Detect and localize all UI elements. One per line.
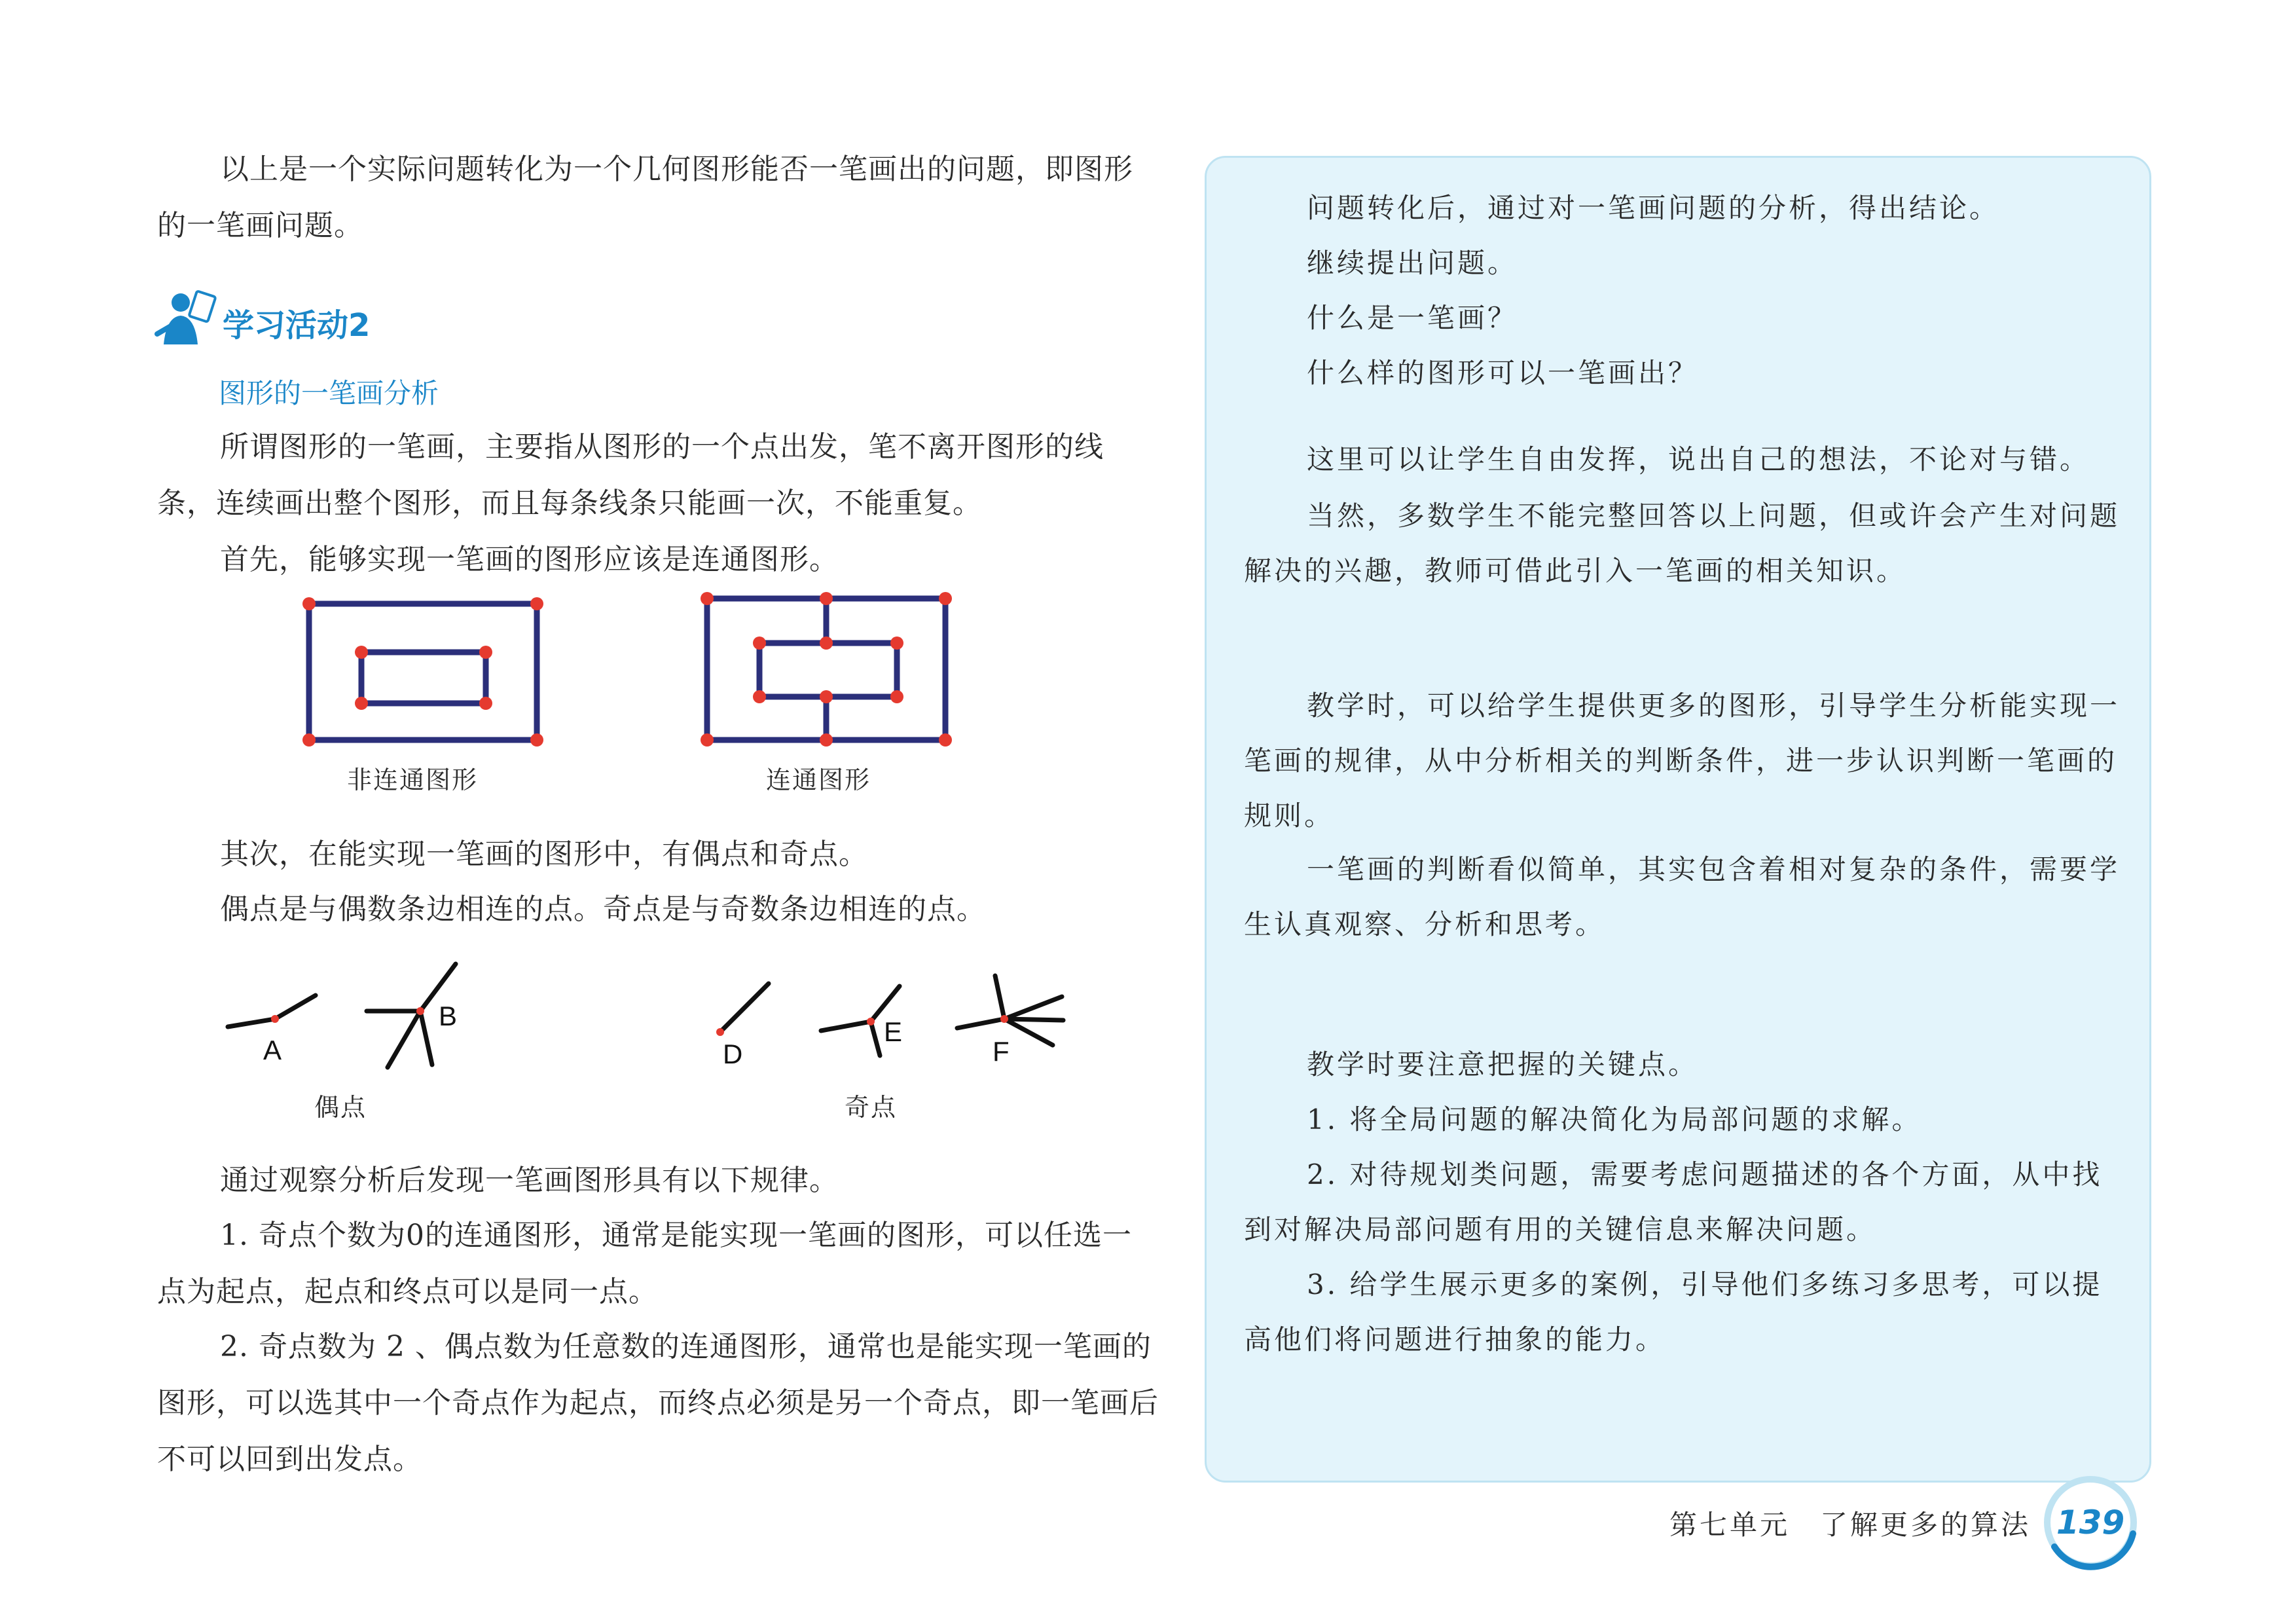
first-condition-paragraph: 首先，能够实现一笔画的图形应该是连通图形。	[220, 543, 839, 576]
non-connected-caption: 非连通图形	[347, 766, 479, 794]
learning-activity-icon	[155, 288, 220, 347]
activity-title: 学习活动2	[223, 307, 371, 344]
note-paragraph-9: 教学时要注意把握的关键点。	[1307, 1048, 1699, 1080]
note-paragraph-6: 当然，多数学生不能完整回答以上问题，但或许会产生对问题解决的兴趣，教师可借此引入一笔画的相关知识。	[1244, 500, 2121, 587]
connected-caption: 连通图形	[766, 766, 871, 794]
note-paragraph-5: 这里可以让学生自由发挥，说出自己的想法，不论对与错。	[1307, 443, 2090, 475]
section-subtitle: 图形的一笔画分析	[219, 377, 439, 409]
note-paragraph-4: 什么样的图形可以一笔画出？	[1307, 357, 1699, 389]
even-points-caption: 偶点	[314, 1093, 367, 1122]
odd-points-caption: 奇点	[845, 1093, 898, 1122]
label-a: A	[263, 1035, 282, 1065]
label-b: B	[439, 1001, 458, 1031]
non-connected-vertices	[302, 597, 543, 747]
page-number: 139	[2056, 1504, 2125, 1541]
rule-2-paragraph: 2. 奇点数为 2 、偶点数为任意数的连通图形，通常也是能实现一笔画的图形，可以选其中一个奇点作为起点，而终点必须是另一个奇点，即一笔画后不可以回到出发点。	[157, 1330, 1159, 1476]
rule-intro-paragraph: 通过观察分析后发现一笔画图形具有以下规律。	[220, 1164, 839, 1197]
point-e	[867, 1018, 875, 1025]
note-paragraph-3: 什么是一笔画？	[1307, 302, 1518, 334]
connected-graph	[707, 599, 945, 740]
point-a	[271, 1015, 279, 1023]
point-a-edges	[228, 995, 316, 1027]
note-paragraph-1: 问题转化后，通过对一笔画问题的分析，得出结论。	[1307, 192, 2000, 224]
connectivity-figure	[288, 589, 982, 760]
point-d	[716, 1028, 724, 1036]
point-b	[416, 1007, 424, 1015]
point-d-edges	[720, 984, 769, 1032]
point-f-edges	[957, 976, 1063, 1045]
note-paragraph-11: 2. 对待规划类问题，需要考虑问题描述的各个方面，从中找到对解决局部问题有用的关键信息来解决问题。	[1244, 1158, 2103, 1246]
note-paragraph-12: 3. 给学生展示更多的案例，引导他们多练习多思考，可以提高他们将问题进行抽象的能力。	[1244, 1268, 2103, 1356]
points-definition-paragraph: 偶点是与偶数条边相连的点。奇点是与奇数条边相连的点。	[220, 893, 986, 926]
label-f: F	[993, 1036, 1010, 1067]
note-paragraph-8: 一笔画的判断看似简单，其实包含着相对复杂的条件，需要学生认真观察、分析和思考。	[1244, 853, 2121, 940]
second-condition-paragraph: 其次，在能实现一笔画的图形中，有偶点和奇点。	[220, 838, 868, 871]
label-d: D	[723, 1039, 743, 1069]
note-paragraph-10: 1. 将全局问题的解决简化为局部问题的求解。	[1307, 1103, 1922, 1135]
point-f	[1000, 1015, 1008, 1023]
note-paragraph-2: 继续提出问题。	[1307, 247, 1518, 279]
definition-paragraph: 所谓图形的一笔画，主要指从图形的一个点出发，笔不离开图形的线条，连续画出整个图形，而且每条线条只能画一次，不能重复。	[157, 430, 1104, 520]
unit-title-footer: 第七单元 了解更多的算法	[1669, 1509, 2032, 1541]
even-odd-points-figure	[223, 956, 1087, 1087]
non-connected-graph	[309, 604, 537, 740]
rule-1-paragraph: 1. 奇点个数为0的连通图形，通常是能实现一笔画的图形，可以任选一点为起点，起点和终点可以是同一点。	[157, 1219, 1132, 1308]
intro-paragraph: 以上是一个实际问题转化为一个几何图形能否一笔画出的问题，即图形的一笔画问题。	[157, 153, 1133, 242]
label-e: E	[884, 1016, 903, 1047]
note-paragraph-7: 教学时，可以给学生提供更多的图形，引导学生分析能实现一笔画的规律，从中分析相关的判断条件，进一步认识判断一笔画的规则。	[1244, 690, 2121, 832]
